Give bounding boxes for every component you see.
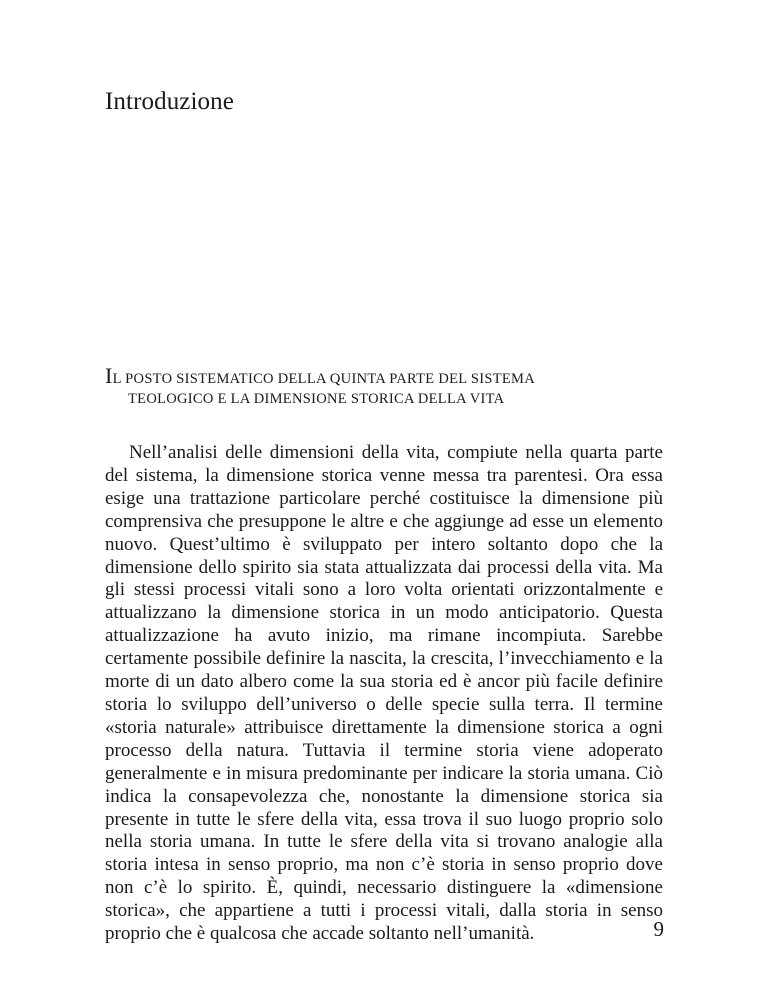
section-heading-initial: I <box>105 363 113 388</box>
body-paragraph: Nell’analisi delle dimensioni della vita, compiute nella quarta parte del sistema, la dimensione storica venne messa tra parentesi. Ora essa esige una trattazione particolare perché costituisce la dimensione più comprensiva che presuppone le altre e che aggiunge ad esse un elemento nuovo. Quest’ultimo è sviluppato per intero soltanto dopo che la dimensione dello spirito sia stata attualizzata dai processi della vita. Ma gli stessi processi vitali sono a loro volta orientati orizzontalmente e attualizzano la dimensione storica in un modo anticipatorio. Questa attualizzazione ha avuto inizio, ma rimane incompiuta. Sarebbe certamente possibile definire la nascita, la crescita, l’invecchiamento e la morte di un dato albero come la sua storia ed è ancor più facile definire storia lo sviluppo dell’universo o delle specie sulla terra. Il termine «storia naturale» attribuisce direttamente la dimensione storica a ogni processo della natura. Tuttavia il termine storia viene adoperato generalmente e in misura predominante per indicare la storia umana. Ciò indica la consapevolezza che, nonostante la dimensione storica sia presente in tutte le sfere della vita, essa trova il suo luogo proprio solo nella storia umana. In tutte le sfere della vita si trovano analogie alla storia intesa in senso proprio, ma non c’è storia in senso proprio dove non c’è lo spirito. È, quindi, necessario distinguere la «dimensione storica», che appartiene a tutti i processi vitali, dalla storia in senso proprio che è qualcosa che accade soltanto nell’umanità. <box>105 442 663 945</box>
page-number: 9 <box>653 917 664 941</box>
chapter-title: Introduzione <box>105 88 234 115</box>
section-heading-line-2: TEOLOGICO E LA DIMENSIONE STORICA DELLA VITA <box>128 391 505 407</box>
section-heading-line-1 <box>105 363 685 389</box>
section-heading <box>105 363 685 409</box>
section-heading-line-1-text: L POSTO SISTEMATICO DELLA QUINTA PARTE DEL SISTEMA <box>112 371 535 387</box>
